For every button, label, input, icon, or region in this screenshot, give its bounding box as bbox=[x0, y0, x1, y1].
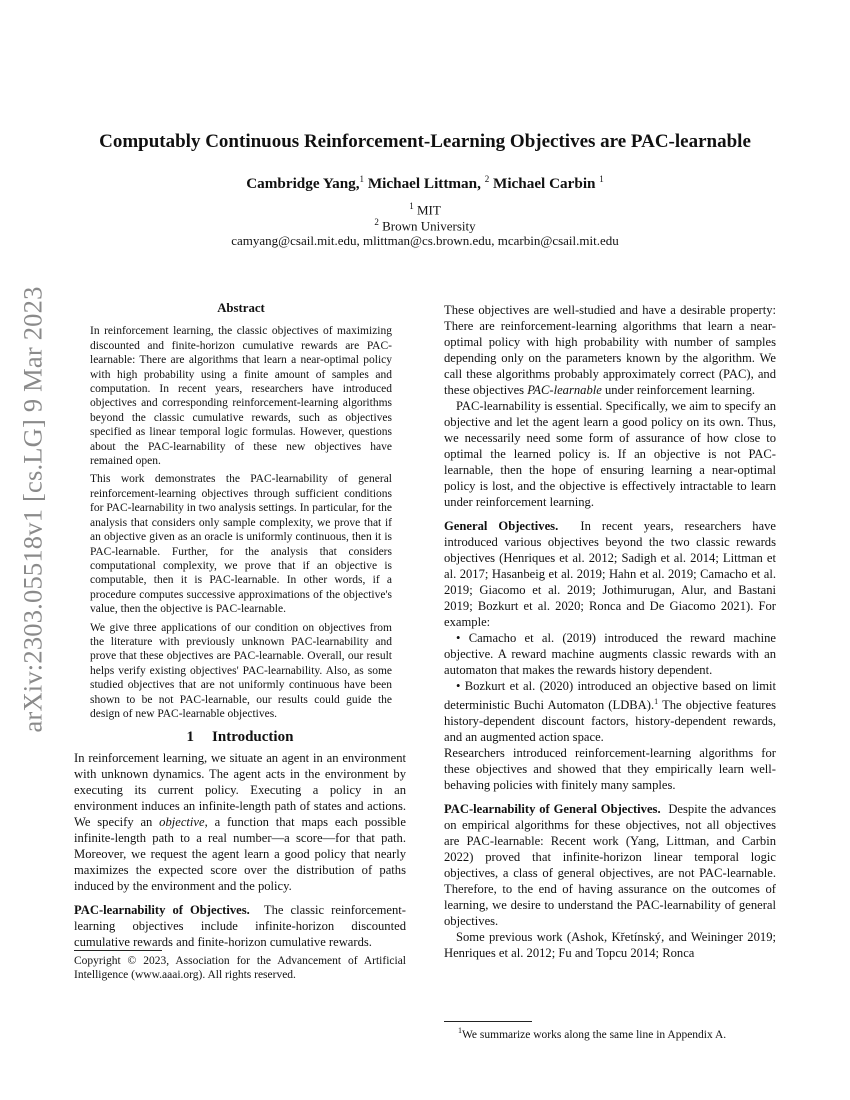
emphasis: PAC-learnable bbox=[527, 383, 602, 397]
bullet-item: • Bozkurt et al. (2020) introduced an objective based on limit deterministic Buchi Automaton (LDBA).$^1$ The objective features history-dependent discount factors, history-dependent rewards, and an augmented action space. bbox=[444, 679, 776, 745]
author-name: Michael Littman, bbox=[367, 175, 481, 193]
body-paragraph: PAC-learnability is essential. Specifically, we aim to specify an objective and let the agent learn a good policy on its own. Thus, we necessarily need some form of assurance of how close to optimal the learned policy is. If an objective is not PAC-learnable, then the hope of ensuring learning a near-optimal policy is lost, and the objective is effectively intractable to learn under reinforcement learning. bbox=[444, 399, 776, 509]
affiliation bbox=[0, 217, 850, 234]
footnote bbox=[458, 1024, 788, 1042]
section-heading bbox=[74, 729, 406, 745]
author-affil-mark: 1 bbox=[599, 174, 604, 184]
footnote-rule bbox=[444, 1021, 532, 1022]
body-paragraph: Researchers introduced reinforcement-learning algorithms for these objectives and showed that they empirically learn well-behaving policies with finitely many samples. bbox=[444, 746, 776, 793]
body-paragraph: In reinforcement learning, we situate an agent in an environment with unknown dynamics. The agent acts in the environment by executing its current policy. Executing a policy in an environment induces an infinite-length path of states and actions. We specify an objective, a function that maps each possible infinite-length path to a real number—a score—for that path. Moreover, we request the agent learn a good policy that nearly maximizes the expected score over the distribution of paths induced by the environment and the policy. bbox=[74, 751, 406, 893]
abstract bbox=[90, 301, 392, 725]
footnote-text: We summarize works along the same line in Appendix A. bbox=[462, 1028, 727, 1041]
arxiv-stamp bbox=[10, 268, 56, 750]
paragraph-heading: PAC-learnability of General Objectives. bbox=[444, 802, 661, 817]
body-paragraph: Some previous work (Ashok, Křetínský, and Weininger 2019; Henriques et al. 2012; Fu and Topcu 2014; Ronca bbox=[444, 930, 776, 961]
section-number: 1 bbox=[186, 729, 195, 745]
author-name: Cambridge Yang, bbox=[246, 175, 360, 193]
abstract-paragraph: We give three applications of our condition on objectives from the literature with previously unknown PAC-learnability and prove that these objectives are PAC-learnable. Overall, our result helps verify existing objectives' PAC-learnability. Also, as some studied objectives that are not uniformly continuous have been shown to be not PAC-learnable, our results could guide the design of new PAC-learnable objectives. bbox=[90, 621, 392, 720]
paper-title: Computably Continuous Reinforcement-Learning Objectives are PAC-learnable bbox=[99, 131, 751, 152]
affiliation bbox=[0, 201, 850, 218]
paragraph-heading: PAC-learnability of Objectives. bbox=[74, 903, 250, 917]
section-title: Introduction bbox=[212, 729, 294, 745]
footnote-mark: 1 bbox=[654, 697, 659, 706]
author-name: Michael Carbin bbox=[492, 175, 596, 193]
footnote-mark: 1 bbox=[458, 1026, 462, 1035]
bullet-item: • Camacho et al. (2019) introduced the reward machine objective. A reward machine augments classic rewards with an automaton that makes the rewards history dependent. bbox=[444, 631, 776, 677]
author-list bbox=[0, 174, 850, 193]
author-affil-mark: 1 bbox=[359, 174, 365, 184]
affil-name: Brown University bbox=[382, 218, 476, 234]
emphasis: objective bbox=[159, 815, 205, 829]
copyright-notice: Copyright © 2023, Association for the Advancement of Artificial Intelligence (www.aaai.org). All rights reserved. bbox=[74, 955, 406, 981]
affil-mark: 1 bbox=[409, 201, 414, 211]
affil-mark: 2 bbox=[374, 217, 379, 227]
abstract-paragraph: In reinforcement learning, the classic objectives of maximizing discounted and finite-horizon cumulative rewards are PAC-learnable: There are algorithms that learn a near-optimal policy with high probability using a finite amount of samples and computation. In recent years, researchers have introduced objectives and corresponding reinforcement-learning algorithms beyond the classic cumulative rewards, such as objectives specified as linear temporal logic formulas. However, questions about the PAC-learnability of these new objectives have remained open. bbox=[90, 325, 392, 468]
abstract-paragraph: This work demonstrates the PAC-learnability of general reinforcement-learning objectives through sufficient conditions for PAC-learnability in two analysis settings. In particular, for the analysis that considers only sample complexity, we prove that if an objective given as an oracle is uniformly continuous, then it is PAC-learnable. Further, for the analysis that considers computational complexity, we prove that if an objective is computable, then it is PAC-learnable. In other words, if a procedure computes successive approximations of the objective's value, then the objective is PAC-learnable. bbox=[90, 473, 392, 616]
body-paragraph: PAC-learnability of General Objectives. Despite the advances on empirical algorithms for these objectives, not all objectives are PAC-learnable: Recent work (Yang, Littman, and Carbin 2022) proved that infinite-horizon linear temporal logic objectives, a class of general objectives, are not PAC-learnable. Therefore, to the end of having assurance on the outcomes of learning, we desire to understand the PAC-learnability of general objectives. bbox=[444, 802, 777, 929]
paragraph-heading: General Objectives. bbox=[444, 519, 559, 533]
abstract-heading: Abstract bbox=[217, 301, 265, 315]
introduction-section bbox=[74, 729, 406, 950]
author-affil-mark: 2 bbox=[484, 174, 490, 184]
arxiv-id: arXiv:2303.05518v1 [cs.LG] 9 Mar 2023 bbox=[17, 285, 48, 733]
right-column bbox=[444, 302, 776, 961]
body-paragraph: These objectives are well-studied and have a desirable property: There are reinforcement-learning algorithms that learn a near-optimal policy with high probability with number of samples depending only on the parameters known by the algorithm. We call these algorithms probably approximately correct (PAC), and these objectives PAC-learnable under reinforcement learning. bbox=[444, 303, 776, 397]
footnote-rule bbox=[74, 950, 162, 951]
affil-name: MIT bbox=[416, 202, 441, 218]
body-paragraph: PAC-learnability of Objectives. The classic reinforcement-learning objectives include infinite-horizon discounted cumulative rewards and finite-horizon cumulative rewards. bbox=[74, 903, 406, 949]
author-emails: camyang@csail.mit.edu, mlittman@cs.brown.edu, mcarbin@csail.mit.edu bbox=[231, 233, 619, 248]
body-paragraph: General Objectives. In recent years, researchers have introduced various objectives beyond the two classic rewards objectives (Henriques et al. 2012; Sadigh et al. 2014; Littman et al. 2017; Hasanbeig et al. 2019; Hahn et al. 2019; Camacho et al. 2019; Giacomo et al. 2019; Jothimurugan, Alur, and Bastani 2019; Bozkurt et al. 2020; Ronca and De Giacomo 2021). For example: bbox=[444, 519, 777, 629]
